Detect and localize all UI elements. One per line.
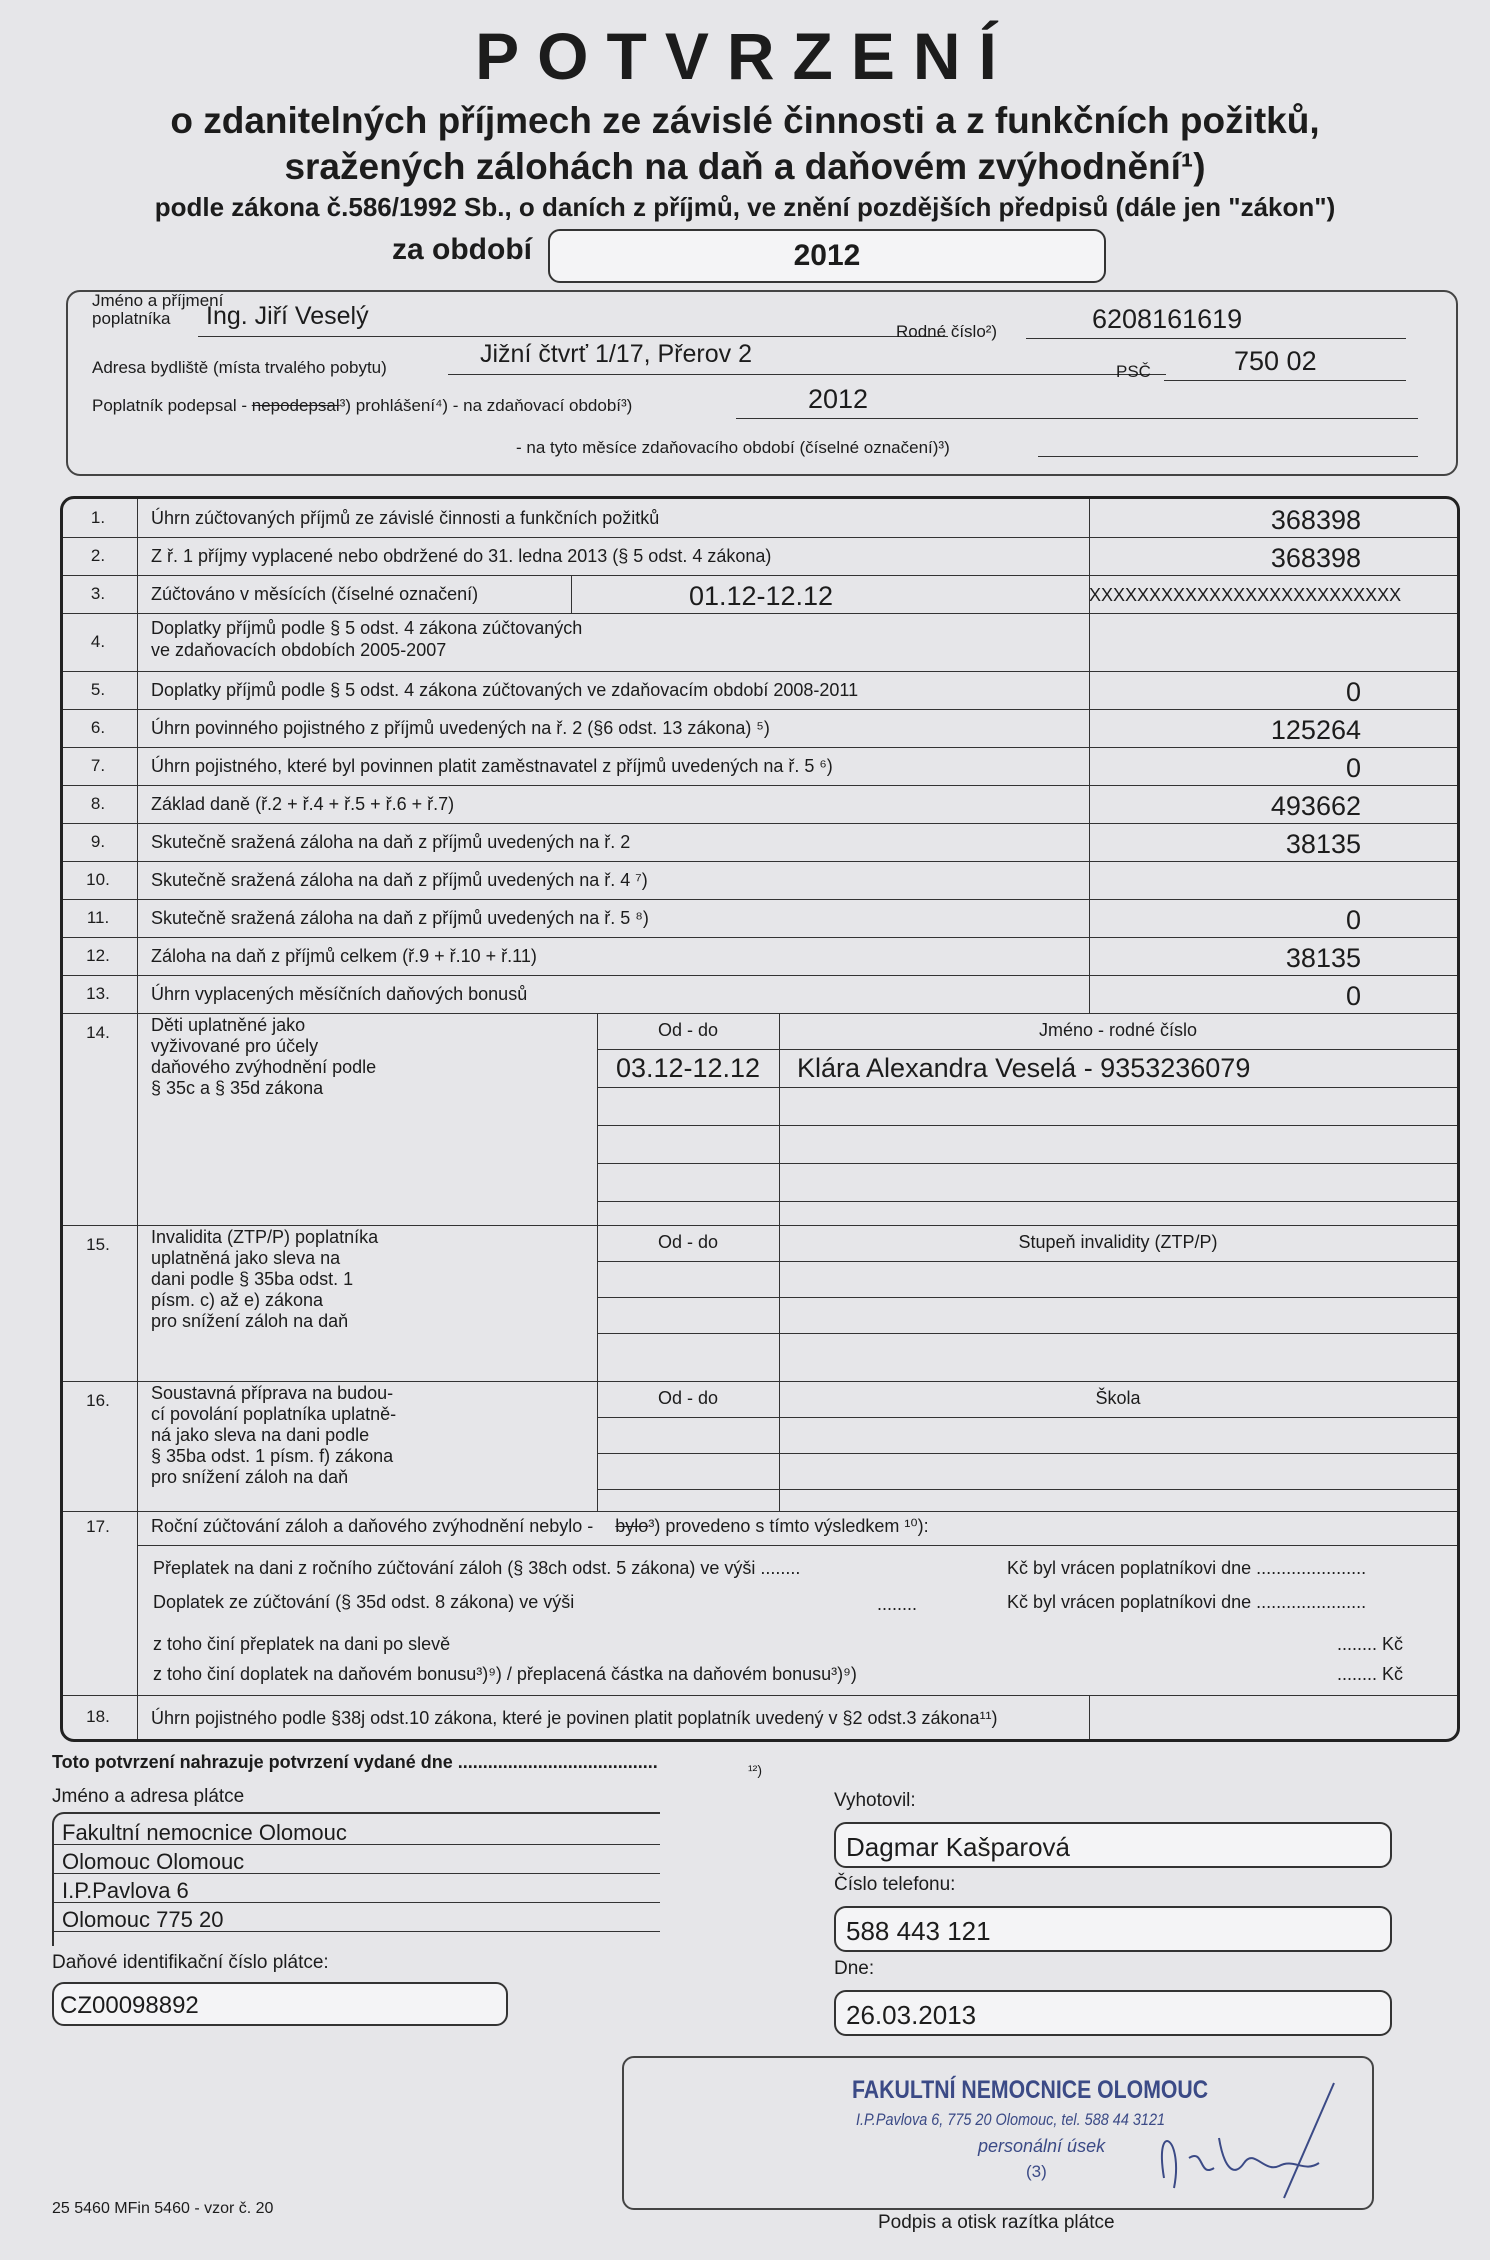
replaces-text: Toto potvrzení nahrazuje potvrzení vydané dne ........................................ xyxy=(52,1752,658,1772)
row-number: 18. xyxy=(86,1707,110,1726)
phone-label: Číslo telefonu: xyxy=(834,1874,956,1895)
row-value: 0 xyxy=(1345,677,1361,707)
name-underline xyxy=(198,302,948,337)
row-label: Doplatky příjmů podle § 5 odst. 4 zákona zúčtovaných xyxy=(151,618,583,638)
row17-text: z toho činí doplatek na daňovém bonusu³)⁹) / přeplacená částka na daňovém bonusu³)⁹) xyxy=(153,1664,857,1684)
row-number: 4. xyxy=(90,632,106,651)
row-number: 16. xyxy=(86,1391,110,1410)
row-number: 8. xyxy=(90,794,106,813)
row-number: 6. xyxy=(90,718,106,737)
row17-refund-1: Kč byl vrácen poplatníkovi dne ...................... xyxy=(1007,1558,1367,1578)
psc-value: 750 02 xyxy=(1234,346,1317,376)
value-column-divider xyxy=(1089,671,1090,709)
value-column-divider xyxy=(1089,613,1090,671)
row-number: 12. xyxy=(86,946,110,965)
row-number: 2. xyxy=(90,546,106,565)
payer-rule-3 xyxy=(54,1902,660,1903)
value-column-divider xyxy=(1089,537,1090,575)
psc-underline xyxy=(1164,348,1406,381)
row-label: Úhrn zúčtovaných příjmů ze závislé činnosti a funkčních požitků xyxy=(151,508,660,528)
column-header-from-to: Od - do xyxy=(657,1388,719,1408)
value-column-divider xyxy=(1089,823,1090,861)
payer-address-line: Fakultní nemocnice Olomouc xyxy=(62,1820,347,1845)
row-label: Záloha na daň z příjmů celkem (ř.9 + ř.10 + ř.11) xyxy=(151,946,537,966)
row-value: 0 xyxy=(1345,981,1361,1011)
row-number: 15. xyxy=(86,1235,110,1254)
row-label: § 35c a § 35d zákona xyxy=(151,1078,324,1098)
row-number: 14. xyxy=(86,1023,110,1042)
grid-line xyxy=(597,1297,1457,1298)
dic-label: Daňové identifikační číslo plátce: xyxy=(52,1952,329,1973)
column-divider xyxy=(571,575,572,613)
row-label: vyživované pro účely xyxy=(151,1036,319,1056)
address-label: Adresa bydliště (místa trvalého pobytu) xyxy=(92,358,387,377)
row-number: 7. xyxy=(90,756,106,775)
row-label: Základ daně (ř.2 + ř.4 + ř.5 + ř.6 + ř.7) xyxy=(151,794,455,814)
row-divider xyxy=(63,861,1457,862)
taxpayer-section xyxy=(66,290,1458,476)
row-number: 9. xyxy=(90,832,106,851)
signed-label-b: ³) prohlášení⁴) - na zdaňovací období³) xyxy=(339,396,633,415)
column-divider xyxy=(597,1013,598,1225)
signature-caption: Podpis a otisk razítka plátce xyxy=(878,2212,1115,2233)
value-column-divider xyxy=(1089,1695,1090,1739)
row-value: 125264 xyxy=(1270,715,1361,745)
payer-address-line: Olomouc 775 20 xyxy=(62,1907,224,1932)
replaces-note: ¹²) xyxy=(748,1762,762,1778)
row-divider xyxy=(63,671,1457,672)
date-field: 26.03.2013 xyxy=(834,1990,1392,2036)
row17-label-strike: bylo xyxy=(615,1516,649,1536)
grid-line xyxy=(597,1489,1457,1490)
row-label: Skutečně sražená záloha na daň z příjmů uvedených na ř. 5 ⁸) xyxy=(151,908,649,928)
row-label: Soustavná příprava na budou- xyxy=(151,1383,394,1403)
row-label: cí povolání poplatníka uplatně- xyxy=(151,1404,397,1424)
row-number: 10. xyxy=(86,870,110,889)
issued-label: Vyhotovil: xyxy=(834,1790,916,1811)
row-divider xyxy=(63,575,1457,576)
grid-line xyxy=(597,1261,1457,1262)
dic-field: CZ00098892 xyxy=(52,1982,508,2026)
row-number: 13. xyxy=(86,984,110,1003)
grid-line xyxy=(597,1087,1457,1088)
row-label: pro snížení záloh na daň xyxy=(151,1467,349,1487)
payer-rule-1 xyxy=(54,1844,660,1845)
row-label: daňového zvýhodnění podle xyxy=(151,1057,377,1077)
signed-label xyxy=(92,396,632,416)
row17-kc-1: ........ Kč xyxy=(1337,1634,1404,1654)
signed-label-a: Poplatník podepsal - xyxy=(92,396,247,415)
payer-rule-4 xyxy=(54,1931,660,1932)
months-underline xyxy=(1038,424,1418,457)
signature xyxy=(1144,2078,1364,2202)
row17-text: Přeplatek na dani z ročního zúčtování záloh (§ 38ch odst. 5 zákona) ve výši ........ xyxy=(153,1558,801,1578)
row-value: 0 xyxy=(1345,753,1361,783)
subtitle-2: sražených zálohách na daň a daňovém zvýhodnění¹) xyxy=(284,146,1206,187)
payer-address-line: I.P.Pavlova 6 xyxy=(62,1878,189,1903)
column-header: Škola xyxy=(1095,1388,1141,1408)
psc-label: PSČ xyxy=(1116,362,1151,381)
row-divider xyxy=(63,937,1457,938)
child-name: Klára Alexandra Veselá - 9353236079 xyxy=(797,1053,1251,1083)
stamp-box xyxy=(622,2056,1374,2210)
period-field: 2012 xyxy=(548,229,1106,283)
row17-label-a: Roční zúčtování záloh a daňového zvýhodnění nebylo - xyxy=(151,1516,594,1536)
value-column-divider xyxy=(1089,499,1090,537)
row-divider xyxy=(63,747,1457,748)
column-header: Stupeň invalidity (ZTP/P) xyxy=(1018,1232,1218,1252)
row-value: 0 xyxy=(1345,905,1361,935)
grid-line xyxy=(597,1417,1457,1418)
address-value: Jižní čtvrť 1/17, Přerov 2 xyxy=(480,340,752,368)
payer-lines xyxy=(54,1814,660,1934)
row-value: 368398 xyxy=(1270,543,1361,573)
taxpayer-name: Ing. Jiří Veselý xyxy=(206,302,369,330)
row-label: Z ř. 1 příjmy vyplacené nebo obdržené do 31. ledna 2013 (§ 5 odst. 4 zákona) xyxy=(151,546,772,566)
birth-number: 6208161619 xyxy=(1092,304,1243,334)
column-header-from-to: Od - do xyxy=(657,1020,719,1040)
value-column-divider xyxy=(1089,785,1090,823)
row-label: pro snížení záloh na daň xyxy=(151,1311,349,1331)
row-value: 493662 xyxy=(1270,791,1361,821)
payer-rule-2 xyxy=(54,1873,660,1874)
stamp-line-2: I.P.Pavlova 6, 775 20 Olomouc, tel. 588 44 3121 xyxy=(856,2110,1166,2129)
signed-underline xyxy=(736,386,1418,419)
row-divider xyxy=(137,1545,1457,1546)
row-label: ná jako sleva na dani podle xyxy=(151,1425,370,1445)
stamp-line-1: FAKULTNÍ NEMOCNICE OLOMOUC xyxy=(852,2076,1209,2104)
section-divider xyxy=(63,1511,1457,1512)
stamp-line-4: (3) xyxy=(1026,2162,1047,2181)
row-number: 3. xyxy=(90,584,106,603)
row-label: uplatněná jako sleva na xyxy=(151,1248,341,1268)
value-column-divider xyxy=(1089,975,1090,1013)
section-divider xyxy=(63,1225,1457,1226)
birth-underline xyxy=(1026,304,1406,339)
section-divider xyxy=(63,1381,1457,1382)
phone-field: 588 443 121 xyxy=(834,1906,1392,1952)
row17-dots: ........ xyxy=(877,1594,918,1614)
row-label: Úhrn vyplacených měsíčních daňových bonusů xyxy=(151,984,528,1004)
section-divider xyxy=(63,1695,1457,1696)
row17-kc-2: ........ Kč xyxy=(1337,1664,1404,1684)
payer-address-line: Olomouc Olomouc xyxy=(62,1849,245,1874)
row-divider xyxy=(63,823,1457,824)
column-divider xyxy=(779,1013,780,1225)
row-label: Skutečně sražená záloha na daň z příjmů uvedených na ř. 4 ⁷) xyxy=(151,870,648,890)
row-number: 11. xyxy=(86,908,110,927)
grid-line xyxy=(597,1453,1457,1454)
grid-line xyxy=(597,1163,1457,1164)
row-value: 38135 xyxy=(1285,829,1361,859)
months-label: - na tyto měsíce zdaňovacího období (číselné označení)³) xyxy=(516,438,950,457)
stamp-line-3: personální úsek xyxy=(978,2136,1106,2156)
row-label: Děti uplatněné jako xyxy=(151,1015,306,1035)
grid-line xyxy=(597,1333,1457,1334)
row-number: 1. xyxy=(90,508,106,527)
value-column-divider xyxy=(1089,709,1090,747)
value-column-divider xyxy=(1089,747,1090,785)
signed-label-strike: nepodepsal xyxy=(251,396,340,415)
form-code: 25 5460 MFin 5460 - vzor č. 20 xyxy=(52,2200,274,2217)
row-number: 5. xyxy=(90,680,106,699)
row17-text: Doplatek ze zúčtování (§ 35d odst. 8 zákona) ve výši xyxy=(153,1592,575,1612)
row17-refund-2: Kč byl vrácen poplatníkovi dne ...................... xyxy=(1007,1592,1367,1612)
section-divider xyxy=(63,1013,1457,1014)
row-label: Invalidita (ZTP/P) poplatníka xyxy=(151,1227,379,1247)
row-label: dani podle § 35ba odst. 1 xyxy=(151,1269,354,1289)
row-label: Doplatky příjmů podle § 5 odst. 4 zákona zúčtovaných ve zdaňovacím období 2008-2011 xyxy=(151,680,859,700)
row17-text: z toho činí přeplatek na dani po slevě xyxy=(153,1634,451,1654)
column-header-from-to: Od - do xyxy=(657,1232,719,1252)
row-value: 368398 xyxy=(1270,505,1361,535)
row-label: písm. c) až e) zákona xyxy=(151,1290,324,1310)
issued-field: Dagmar Kašparová xyxy=(834,1822,1392,1868)
grid-line xyxy=(597,1049,1457,1050)
subtitle-1: o zdanitelných příjmech ze závislé činnosti a z funkčních požitků, xyxy=(170,100,1320,141)
row-value: XXXXXXXXXXXXXXXXXXXXXXXXXX xyxy=(1089,585,1402,605)
value-column-divider xyxy=(1089,575,1090,613)
payer-box xyxy=(52,1812,660,1946)
row-label: § 35ba odst. 1 písm. f) zákona xyxy=(151,1446,394,1466)
months-accounted: 01.12-12.12 xyxy=(688,581,834,611)
value-column-divider xyxy=(1089,861,1090,899)
row-label: Zúčtováno v měsících (číselné označení) xyxy=(151,584,479,604)
number-column-divider xyxy=(137,499,138,1739)
row-label: Úhrn pojistného, které byl povinnen platit zaměstnavatel z příjmů uvedených na ř. 5 ⁶) xyxy=(151,756,833,776)
row-value: 38135 xyxy=(1285,943,1361,973)
name-label-line2: poplatníka xyxy=(92,309,171,328)
row-divider xyxy=(63,785,1457,786)
row-label: Skutečně sražená záloha na daň z příjmů uvedených na ř. 2 xyxy=(151,832,631,852)
value-column-divider xyxy=(1089,899,1090,937)
period-label: za období xyxy=(392,233,532,266)
grid-line xyxy=(597,1125,1457,1126)
signed-period: 2012 xyxy=(808,384,869,414)
birth-label: Rodné číslo²) xyxy=(896,322,998,341)
row-label: Úhrn povinného pojistného z příjmů uvedených na ř. 2 (§6 odst. 13 zákona) ⁵) xyxy=(151,718,770,738)
value-column-divider xyxy=(1089,937,1090,975)
address-underline xyxy=(448,340,1166,375)
column-header: Jméno - rodné číslo xyxy=(1038,1020,1198,1040)
grid-line xyxy=(597,1201,1457,1202)
row17-label xyxy=(151,1515,929,1537)
row-divider xyxy=(63,899,1457,900)
name-label-line1: Jméno a příjmení xyxy=(92,291,224,310)
subtitle-law: podle zákona č.586/1992 Sb., o daních z příjmů, ve znění pozdějších předpisů (dále jen "zákon") xyxy=(154,192,1336,222)
row17-label-b: ³) provedeno s tímto výsledkem ¹⁰): xyxy=(648,1516,929,1536)
child-period: 03.12-12.12 xyxy=(615,1053,761,1083)
row18-label: Úhrn pojistného podle §38j odst.10 zákona, které je povinen platit poplatník uvedený v §2 odst.3 zákona¹¹) xyxy=(151,1708,998,1728)
row-divider xyxy=(63,613,1457,614)
row-divider xyxy=(63,975,1457,976)
document-title: POTVRZENÍ xyxy=(475,19,1015,93)
date-label: Dne: xyxy=(834,1958,875,1979)
row-divider xyxy=(63,709,1457,710)
income-table xyxy=(60,496,1460,1742)
row-number: 17. xyxy=(86,1517,110,1536)
row-label-line2: ve zdaňovacích obdobích 2005-2007 xyxy=(151,640,447,660)
row-divider xyxy=(63,537,1457,538)
payer-label: Jméno a adresa plátce xyxy=(52,1786,245,1807)
